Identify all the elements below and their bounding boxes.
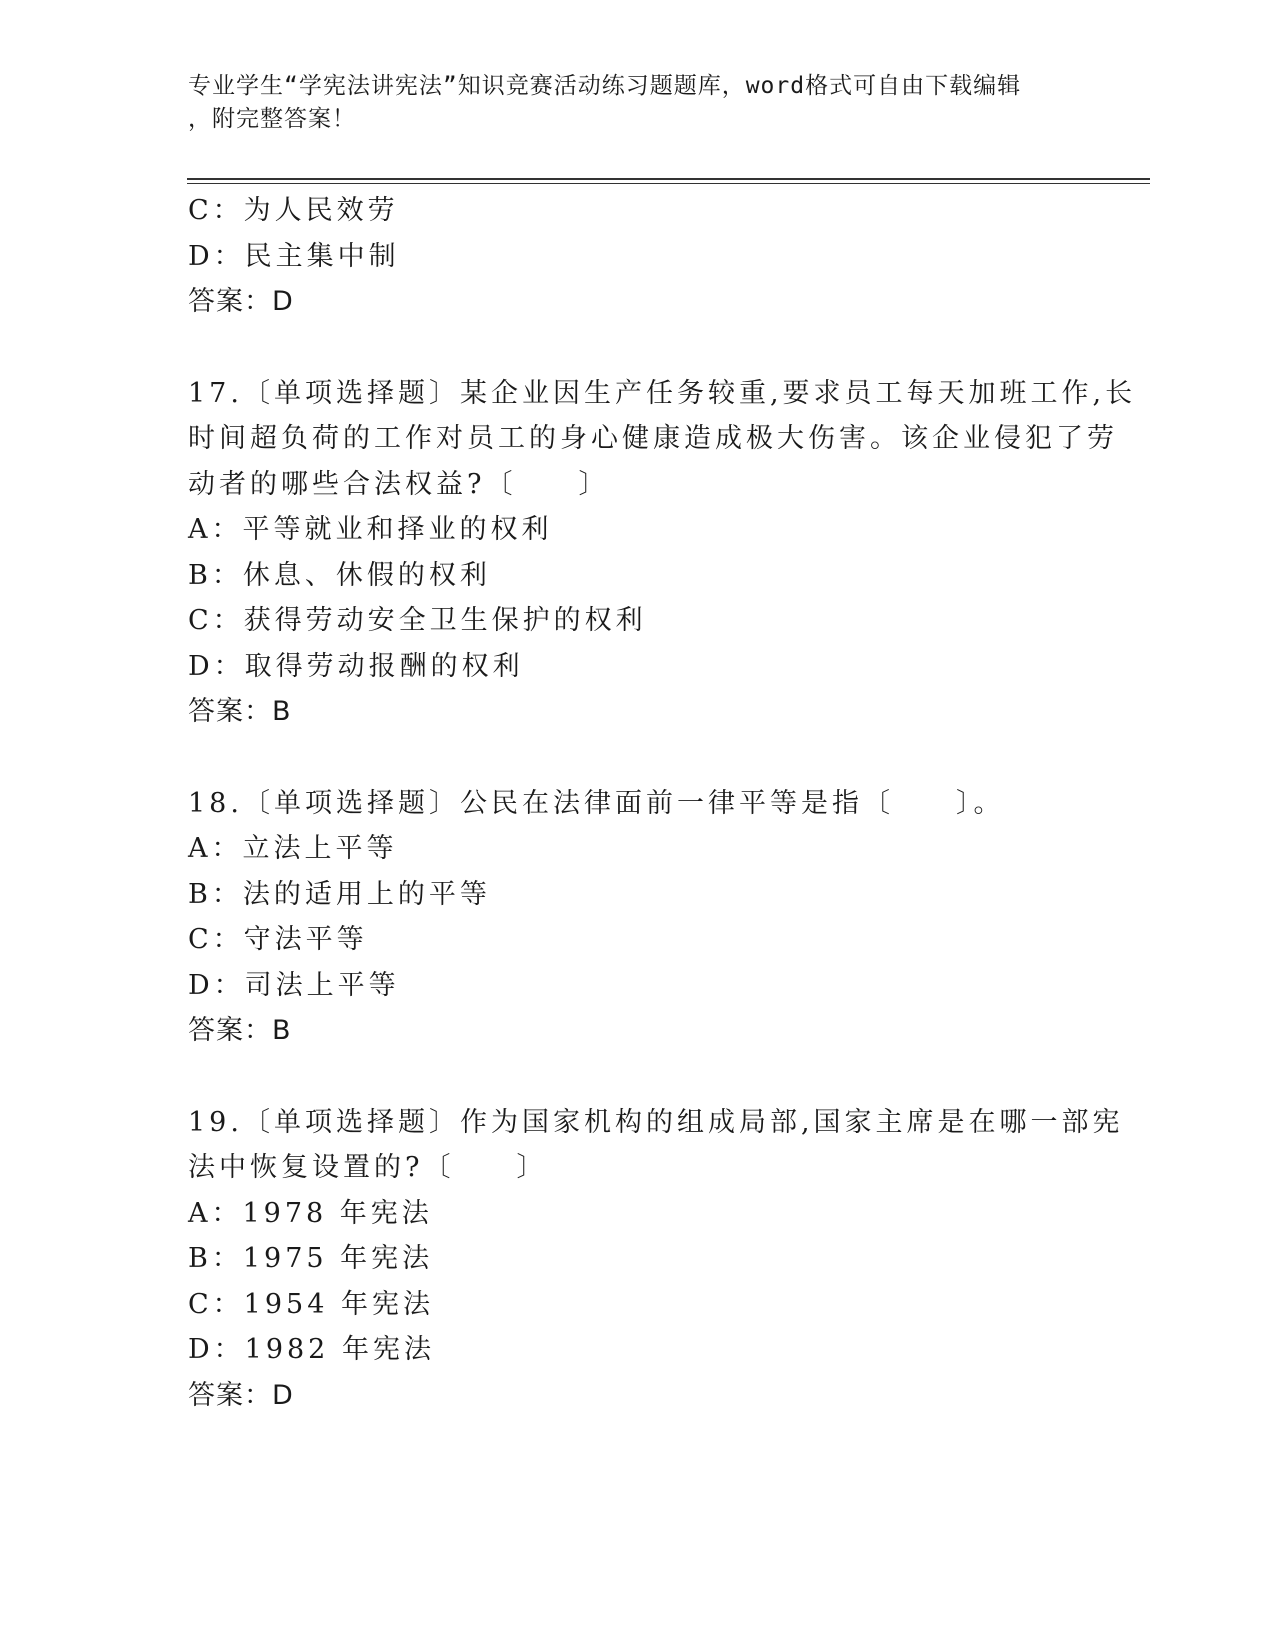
option-b: B：1975 年宪法 — [188, 1243, 434, 1274]
option-a: A：立法上平等 — [188, 833, 398, 864]
answer-line: 答案：B — [188, 696, 292, 727]
question-19 — [188, 1100, 1124, 1419]
option-c: C：守法平等 — [188, 924, 368, 955]
option-a: A：平等就业和择业的权利 — [188, 514, 553, 545]
option-d: D：1982 年宪法 — [188, 1334, 435, 1365]
question-text-line: 法中恢复设置的?〔 〕 — [188, 1152, 548, 1183]
question-text-line: 动者的哪些合法权益?〔 〕 — [188, 468, 610, 500]
question-text-line: 18.〔单项选择题〕公民在法律面前一律平等是指〔 〕。 — [188, 787, 1005, 819]
option-b: B：休息、休假的权利 — [188, 559, 491, 591]
question-text-line: 17.〔单项选择题〕某企业因生产任务较重,要求员工每天加班工作,长 — [188, 377, 1137, 409]
option-d: D：司法上平等 — [188, 969, 400, 1001]
header-line-1: 专业学生“学宪法讲宪法”知识竞赛活动练习题题库，word格式可自由下载编辑 — [188, 73, 1022, 99]
answer-line: 答案：B — [188, 1015, 292, 1046]
option-d: D：民主集中制 — [188, 240, 400, 272]
spacer — [188, 735, 1088, 781]
option-c: C：获得劳动安全卫生保护的权利 — [188, 605, 647, 636]
option-d: D：取得劳动报酬的权利 — [188, 650, 524, 682]
question-text-line: 时间超负荷的工作对员工的身心健康造成极大伤害。该企业侵犯了劳 — [188, 423, 1118, 454]
document-body — [188, 188, 1137, 1418]
option-a: A：1978 年宪法 — [188, 1197, 433, 1229]
answer-line: 答案：D — [188, 286, 294, 317]
answer-line: 答案：D — [188, 1379, 294, 1411]
previous-question-tail — [188, 188, 1088, 325]
document-header — [188, 70, 1068, 136]
header-line-2: ，附完整答案！ — [188, 106, 356, 132]
header-divider — [187, 178, 1150, 184]
question-17 — [188, 371, 1137, 735]
option-b: B：法的适用上的平等 — [188, 878, 491, 910]
spacer — [188, 1054, 1088, 1100]
question-18 — [188, 781, 1088, 1054]
spacer — [188, 325, 1088, 371]
option-c: C：为人民效劳 — [188, 195, 399, 226]
option-c: C：1954 年宪法 — [188, 1288, 434, 1320]
question-text-line: 19.〔单项选择题〕作为国家机构的组成局部,国家主席是在哪一部宪 — [188, 1106, 1124, 1138]
